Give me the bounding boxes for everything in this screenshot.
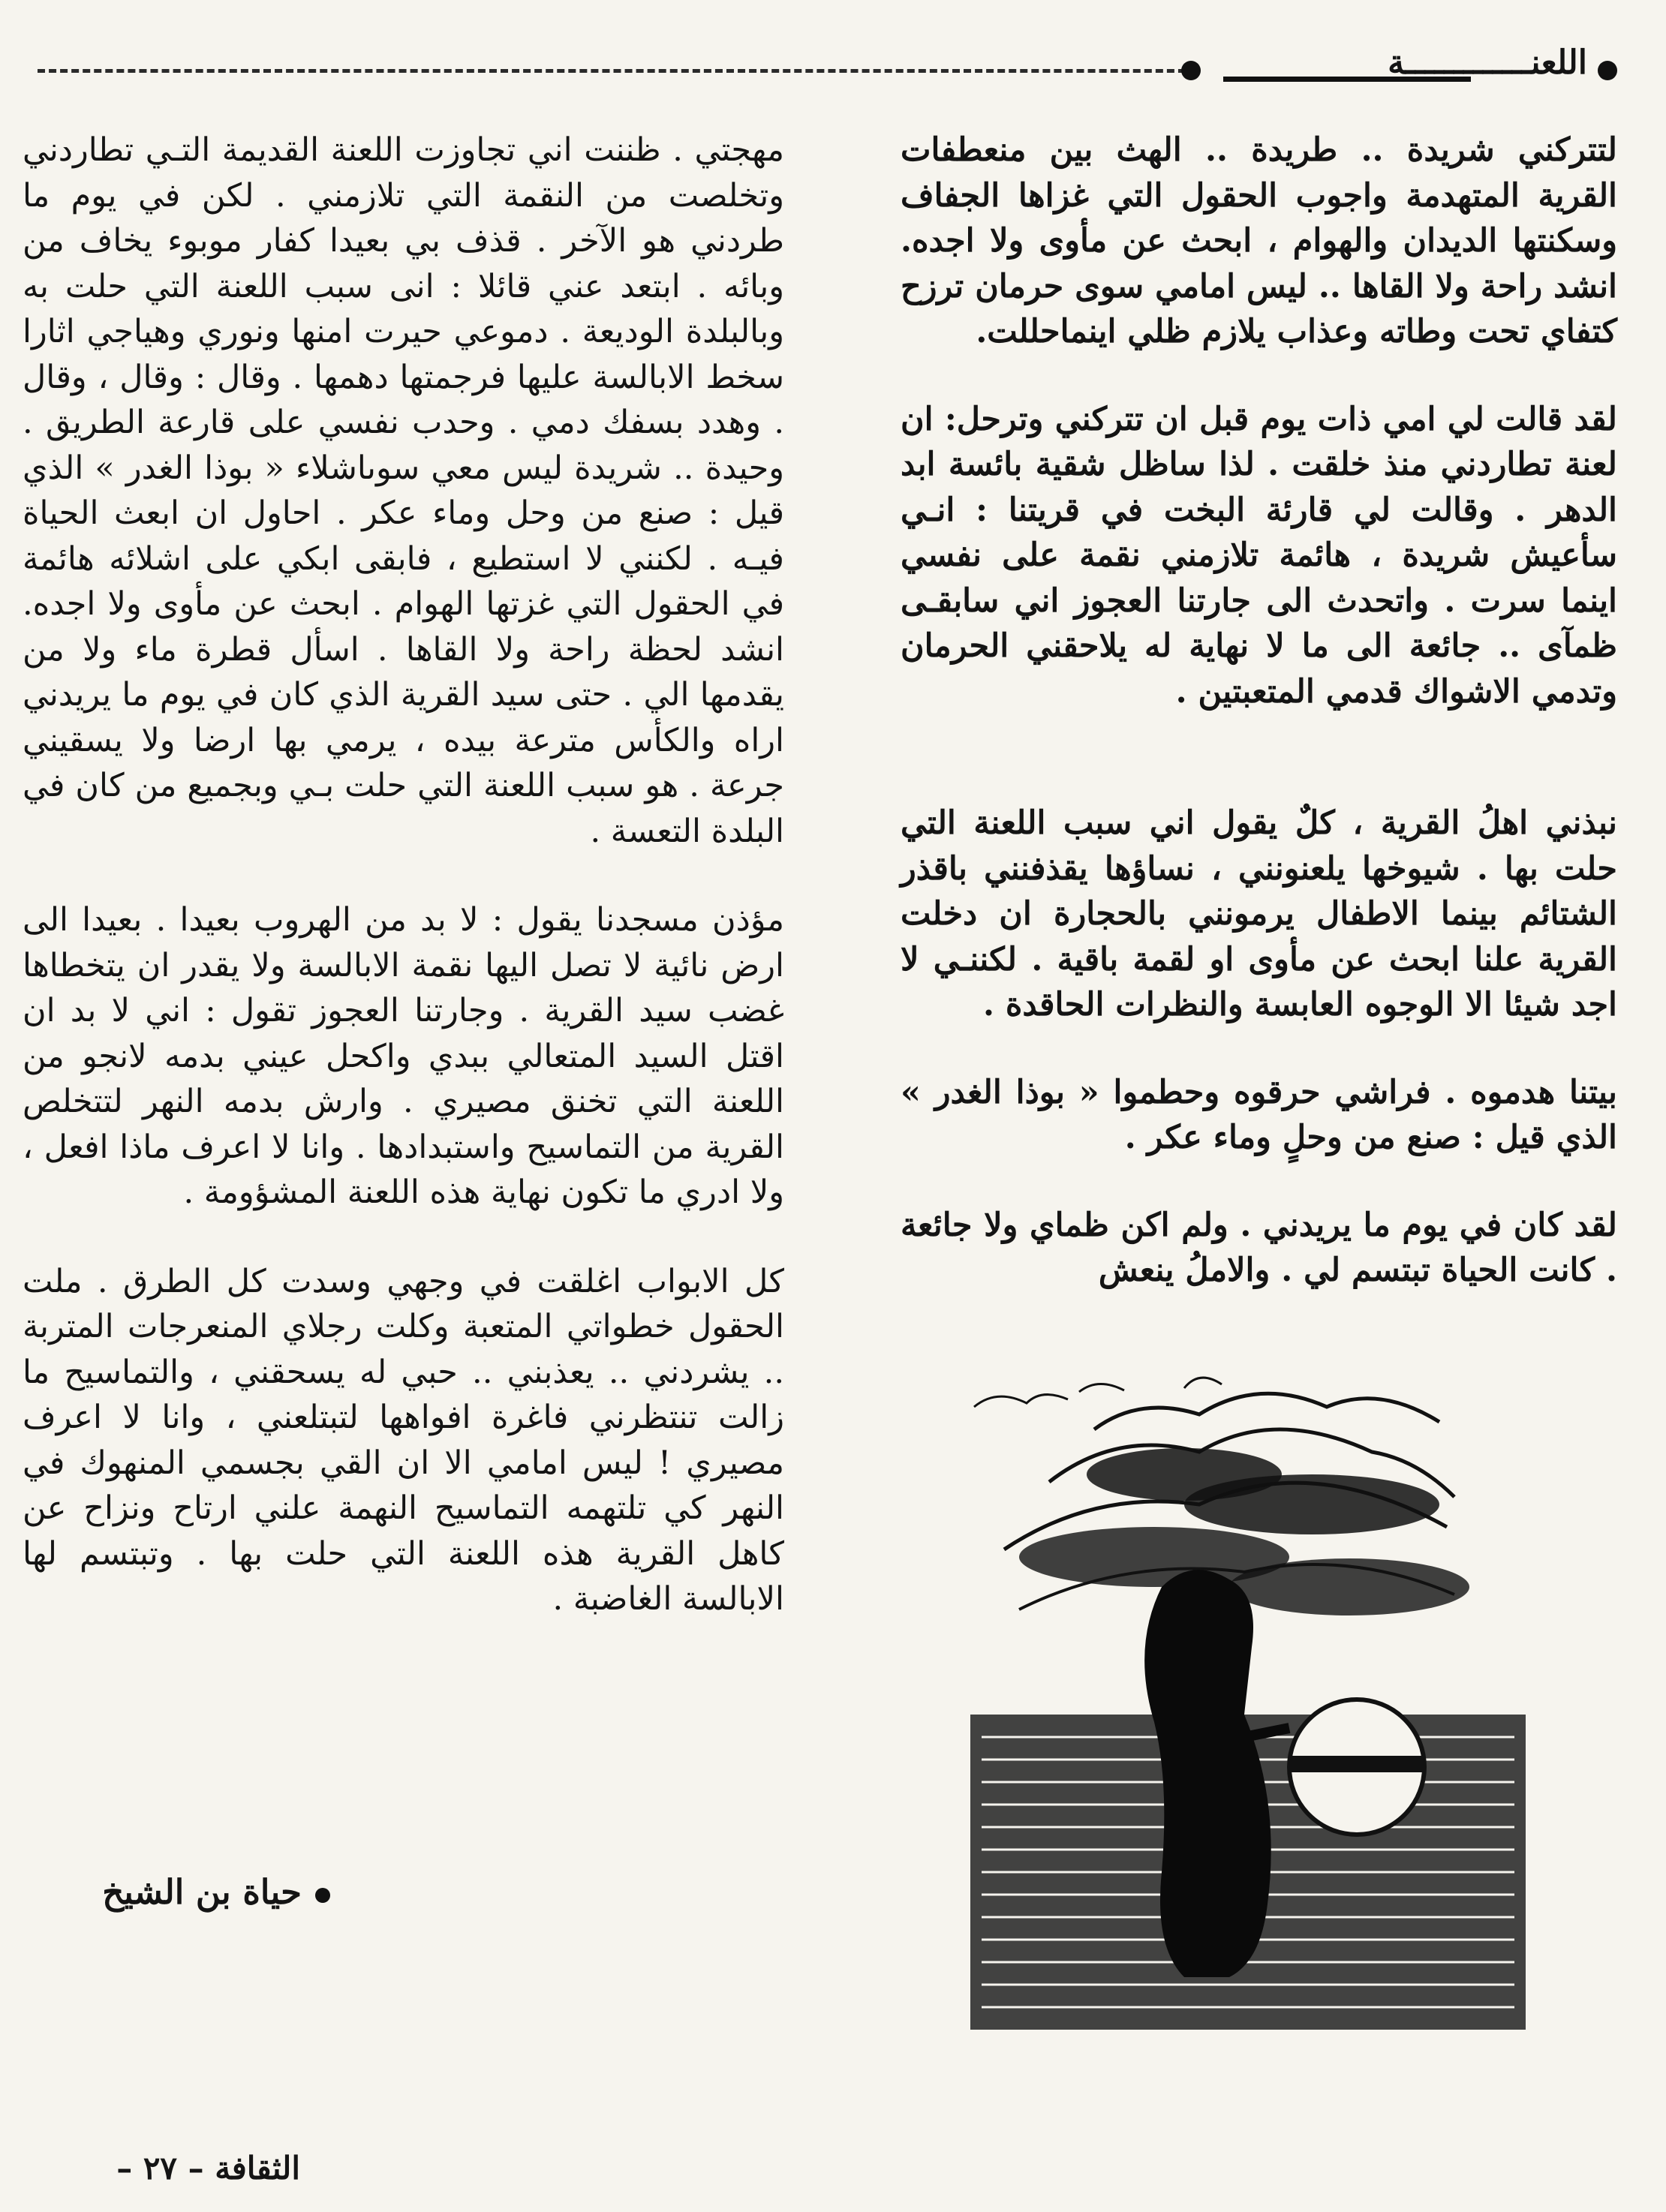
bullet-icon [315, 1888, 330, 1903]
section-title: اللعنـــــــــــــة [1388, 44, 1587, 82]
page-footer: الثقافة – ٢٧ – [116, 2150, 300, 2186]
left-text-column [23, 128, 784, 1622]
author-name: حياة بن الشيخ [102, 1872, 302, 1912]
title-bullet-icon [1598, 61, 1617, 80]
author-byline [102, 1872, 330, 1912]
paragraph: نبذني اهلُ القرية ، كلٌ يقول اني سبب اللعنة التي حلت بها . شيوخها يلعنونني ، نساؤها يقذفنني باقذر الشتائم بينما الاطفال يرمونني بالحجارة ان دخلت القرية علنا ابحث عن مأوى او لقمة باقية . لكننـي لا اجد شيئا الا الوجوه العابسة والنظرات الحاقدة . [901, 804, 1617, 1023]
figure-under-tree-illustration [959, 1362, 1537, 2052]
paragraph: لقد كان في يوم ما يريدني . ولم اكن ظماي ولا جائعة . كانت الحياة تبتسم لي . والاملُ ينعش [901, 1206, 1617, 1289]
right-text-column [901, 128, 1617, 1294]
paragraph: لقد قالت لي امي ذات يوم قبل ان تتركني وترحل: ان لعنة تطاردني منذ خلقت . لذا ساظل شقية بائسة ابد الدهر . وقالت لي قارئة البخت في قريتنا : انـي سأعيش شريدة ، هائمة تلازمني نقمة على نفسي اينما سرت . واتحدث الى جارتنا العجوز اني سابقـى ظمآى .. جائعة الى ما لا نهاية له يلاحقني الحرمان وتدمي الاشواك قدمي المتعبتين . [901, 400, 1617, 711]
paragraph: كل الابواب اغلقت في وجهي وسدت كل الطرق . ملت الحقول خطواتي المتعبة وكلت رجلاي المنعرجات المتربة .. يشردني .. يعذبني .. حبي له يسحقني ، والتماسيح ما زالت تنتظرني فاغرة افواهها لتبتلعني ، وانا لا اعرف مصيري ! ليس امامي الا ان القي بجسمي المنهوك في النهر كي تلتهمه التماسيح النهمة علني ارتاح ونزاح عن كاهل القرية هذه اللعنة التي حلت بها . وتبتسم لها الابالسة الغاضبة . [23, 1262, 784, 1618]
page-header [38, 44, 1617, 93]
paragraph: لتتركني شريدة .. طريدة .. الهث بين منعطفات القرية المتهدمة واجوب الحقول التي غزاها الجفاف وسكنتها الديدان والهوام ، ابحث عن مأوى ولا اجده. انشد راحة ولا القاها .. ليس امامي سوى حرمان ترزح كتفاي تحت وطاته وعذاب يلازم ظلي اينماحللت. [901, 131, 1617, 350]
paragraph: مهجتي . ظننت اني تجاوزت اللعنة القديمة التـي تطاردني وتخلصت من النقمة التي تلازمني . لكن في يوم ما طردني هو الآخر . قذف بي بعيدا كفار موبوء يخاف من وبائه . ابتعد عني قائلا : انى سبب اللعنة التي حلت به وبالبلدة الوديعة . دموعي حيرت امنها ونوري وهياجي اثارا سخط الابالسة عليها فرجمتها دهمها . وقال : وقال ، وقال . وهدد بسفك دمي . وحدب نفسي على قارعة الطريق . وحيدة .. شريدة ليس معي سوىاشلاء « بوذا الغدر » الذي قيل : صنع من وحل وماء عكر . احاول ان ابعث الحياة فيـه . لكنني لا استطيع ، فابقى ابكي على اشلائه هائمة في الحقول التي غزتها الهوام . ابحث عن مأوى ولا اجده. انشد لحظة راحة ولا القاها . اسأل قطرة ماء ولا من يقدمها الي . حتى سيد القرية الذي كان في يوم ما يريدني اراه والكأس مترعة بيده ، يرمي بها ارضا ولا يسقيني جرعة . هو سبب اللعنة التي حلت بـي وبجميع من كان في البلدة التعسة . [23, 131, 784, 850]
header-bullet-icon [1181, 61, 1201, 80]
paragraph: مؤذن مسجدنا يقول : لا بد من الهروب بعيدا . بعيدا الى ارض نائية لا تصل اليها نقمة الابالسة ولا يقدر ان يتخطاها غضب سيد القرية . وجارتنا العجوز تقول : اني لا بد ان اقتل السيد المتعالي ببدي واكحل عيني بدمه لانجو من اللعنة التي تخنق مصيري . وارش بدمه النهر لتتخلص القرية من التماسيح واستبدادها . وانا لا اعرف ماذا افعل ، ولا ادري ما تكون نهاية هذه اللعنة المشؤومة . [23, 901, 784, 1211]
paragraph: بيتنا هدموه . فراشي حرقوه وحطموا « بوذا الغدر » الذي قيل : صنع من وحلٍ وماء عكر . [901, 1073, 1617, 1156]
header-dashed-rule [38, 69, 1197, 73]
